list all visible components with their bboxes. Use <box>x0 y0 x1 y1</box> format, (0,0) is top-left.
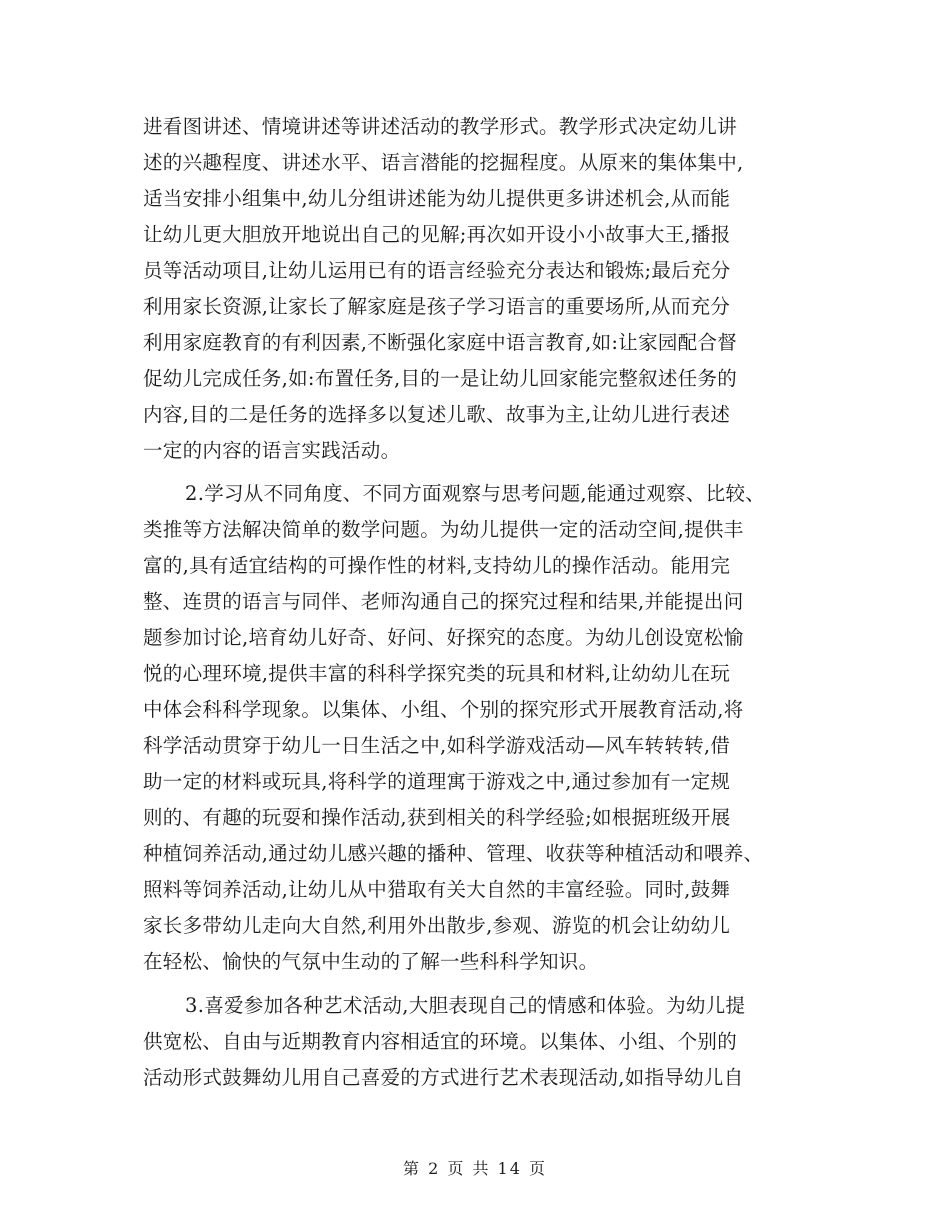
text-line: 供宽松、自由与近期教育内容相适宜的环境。以集体、小组、个别的 <box>143 1030 738 1053</box>
text-line: 利用家长资源,让家长了解家庭是孩子学习语言的重要场所,从而充分 <box>143 295 731 318</box>
text-line: 富的,具有适宜结构的可操作性的材料,支持幼儿的操作活动。能用完 <box>143 554 731 577</box>
text-line: 则的、有趣的玩耍和操作活动,获到相关的科学经验;如根据班级开展 <box>143 806 731 829</box>
text-line: 进看图讲述、情境讲述等讲述活动的教学形式。教学形式决定幼儿讲 <box>143 115 738 138</box>
text-line: 助一定的材料或玩具,将科学的道理寓于游戏之中,通过参加有一定规 <box>143 770 731 793</box>
page-number-footer: 第 2 页 共 14 页 <box>403 1159 547 1178</box>
text-line: 一定的内容的语言实践活动。 <box>143 439 401 462</box>
text-line: 利用家庭教育的有利因素,不断强化家庭中语言教育,如:让家园配合督 <box>143 331 738 354</box>
text-line: 科学活动贯穿于幼儿一日生活之中,如科学游戏活动—风车转转转,借 <box>143 734 731 757</box>
text-line: 家长多带幼儿走向大自然,利用外出散步,参观、游览的机会让幼幼儿 <box>143 914 731 937</box>
paragraph-start-line: 3.喜爱参加各种艺术活动,大胆表现自己的情感和体验。为幼儿提 <box>185 994 746 1017</box>
text-line: 种植饲养活动,通过幼儿感兴趣的播种、管理、收获等种植活动和喂养、 <box>143 842 764 865</box>
text-line: 述的兴趣程度、讲述水平、语言潜能的挖掘程度。从原来的集体集中, <box>143 151 744 174</box>
text-line: 照料等饲养活动,让幼儿从中猎取有关大自然的丰富经验。同时,鼓舞 <box>143 878 731 901</box>
text-line: 内容,目的二是任务的选择多以复述儿歌、故事为主,让幼儿进行表述 <box>143 403 731 426</box>
text-line: 题参加讨论,培育幼儿好奇、好问、好探究的态度。为幼儿创设宽松愉 <box>143 626 744 649</box>
text-line: 中体会科科学现象。以集体、小组、个别的探究形式开展教育活动,将 <box>143 698 744 721</box>
text-line: 整、连贯的语言与同伴、老师沟通自己的探究过程和结果,并能提出问 <box>143 590 744 613</box>
text-line: 类推等方法解决简单的数学问题。为幼儿提供一定的活动空间,提供丰 <box>143 518 744 541</box>
text-line: 悦的心理环境,提供丰富的科科学探究类的玩具和材料,让幼幼儿在玩 <box>143 662 731 685</box>
text-line: 适当安排小组集中,幼儿分组讲述能为幼儿提供更多讲述机会,从而能 <box>143 187 731 210</box>
text-line: 在轻松、愉快的气氛中生动的了解一些科科学知识。 <box>143 950 599 973</box>
text-line: 让幼儿更大胆放开地说出自己的见解;再次如开设小小故事大王,播报 <box>143 223 731 246</box>
text-line: 员等活动项目,让幼儿运用已有的语言经验充分表达和锻炼;最后充分 <box>143 259 731 282</box>
text-line: 活动形式鼓舞幼儿用自己喜爱的方式进行艺术表现活动,如指导幼儿自 <box>143 1066 744 1089</box>
paragraph-start-line: 2.学习从不同角度、不同方面观察与思考问题,能通过观察、比较、 <box>185 482 766 505</box>
text-line: 促幼儿完成任务,如:布置任务,目的一是让幼儿回家能完整叙述任务的 <box>143 367 738 390</box>
